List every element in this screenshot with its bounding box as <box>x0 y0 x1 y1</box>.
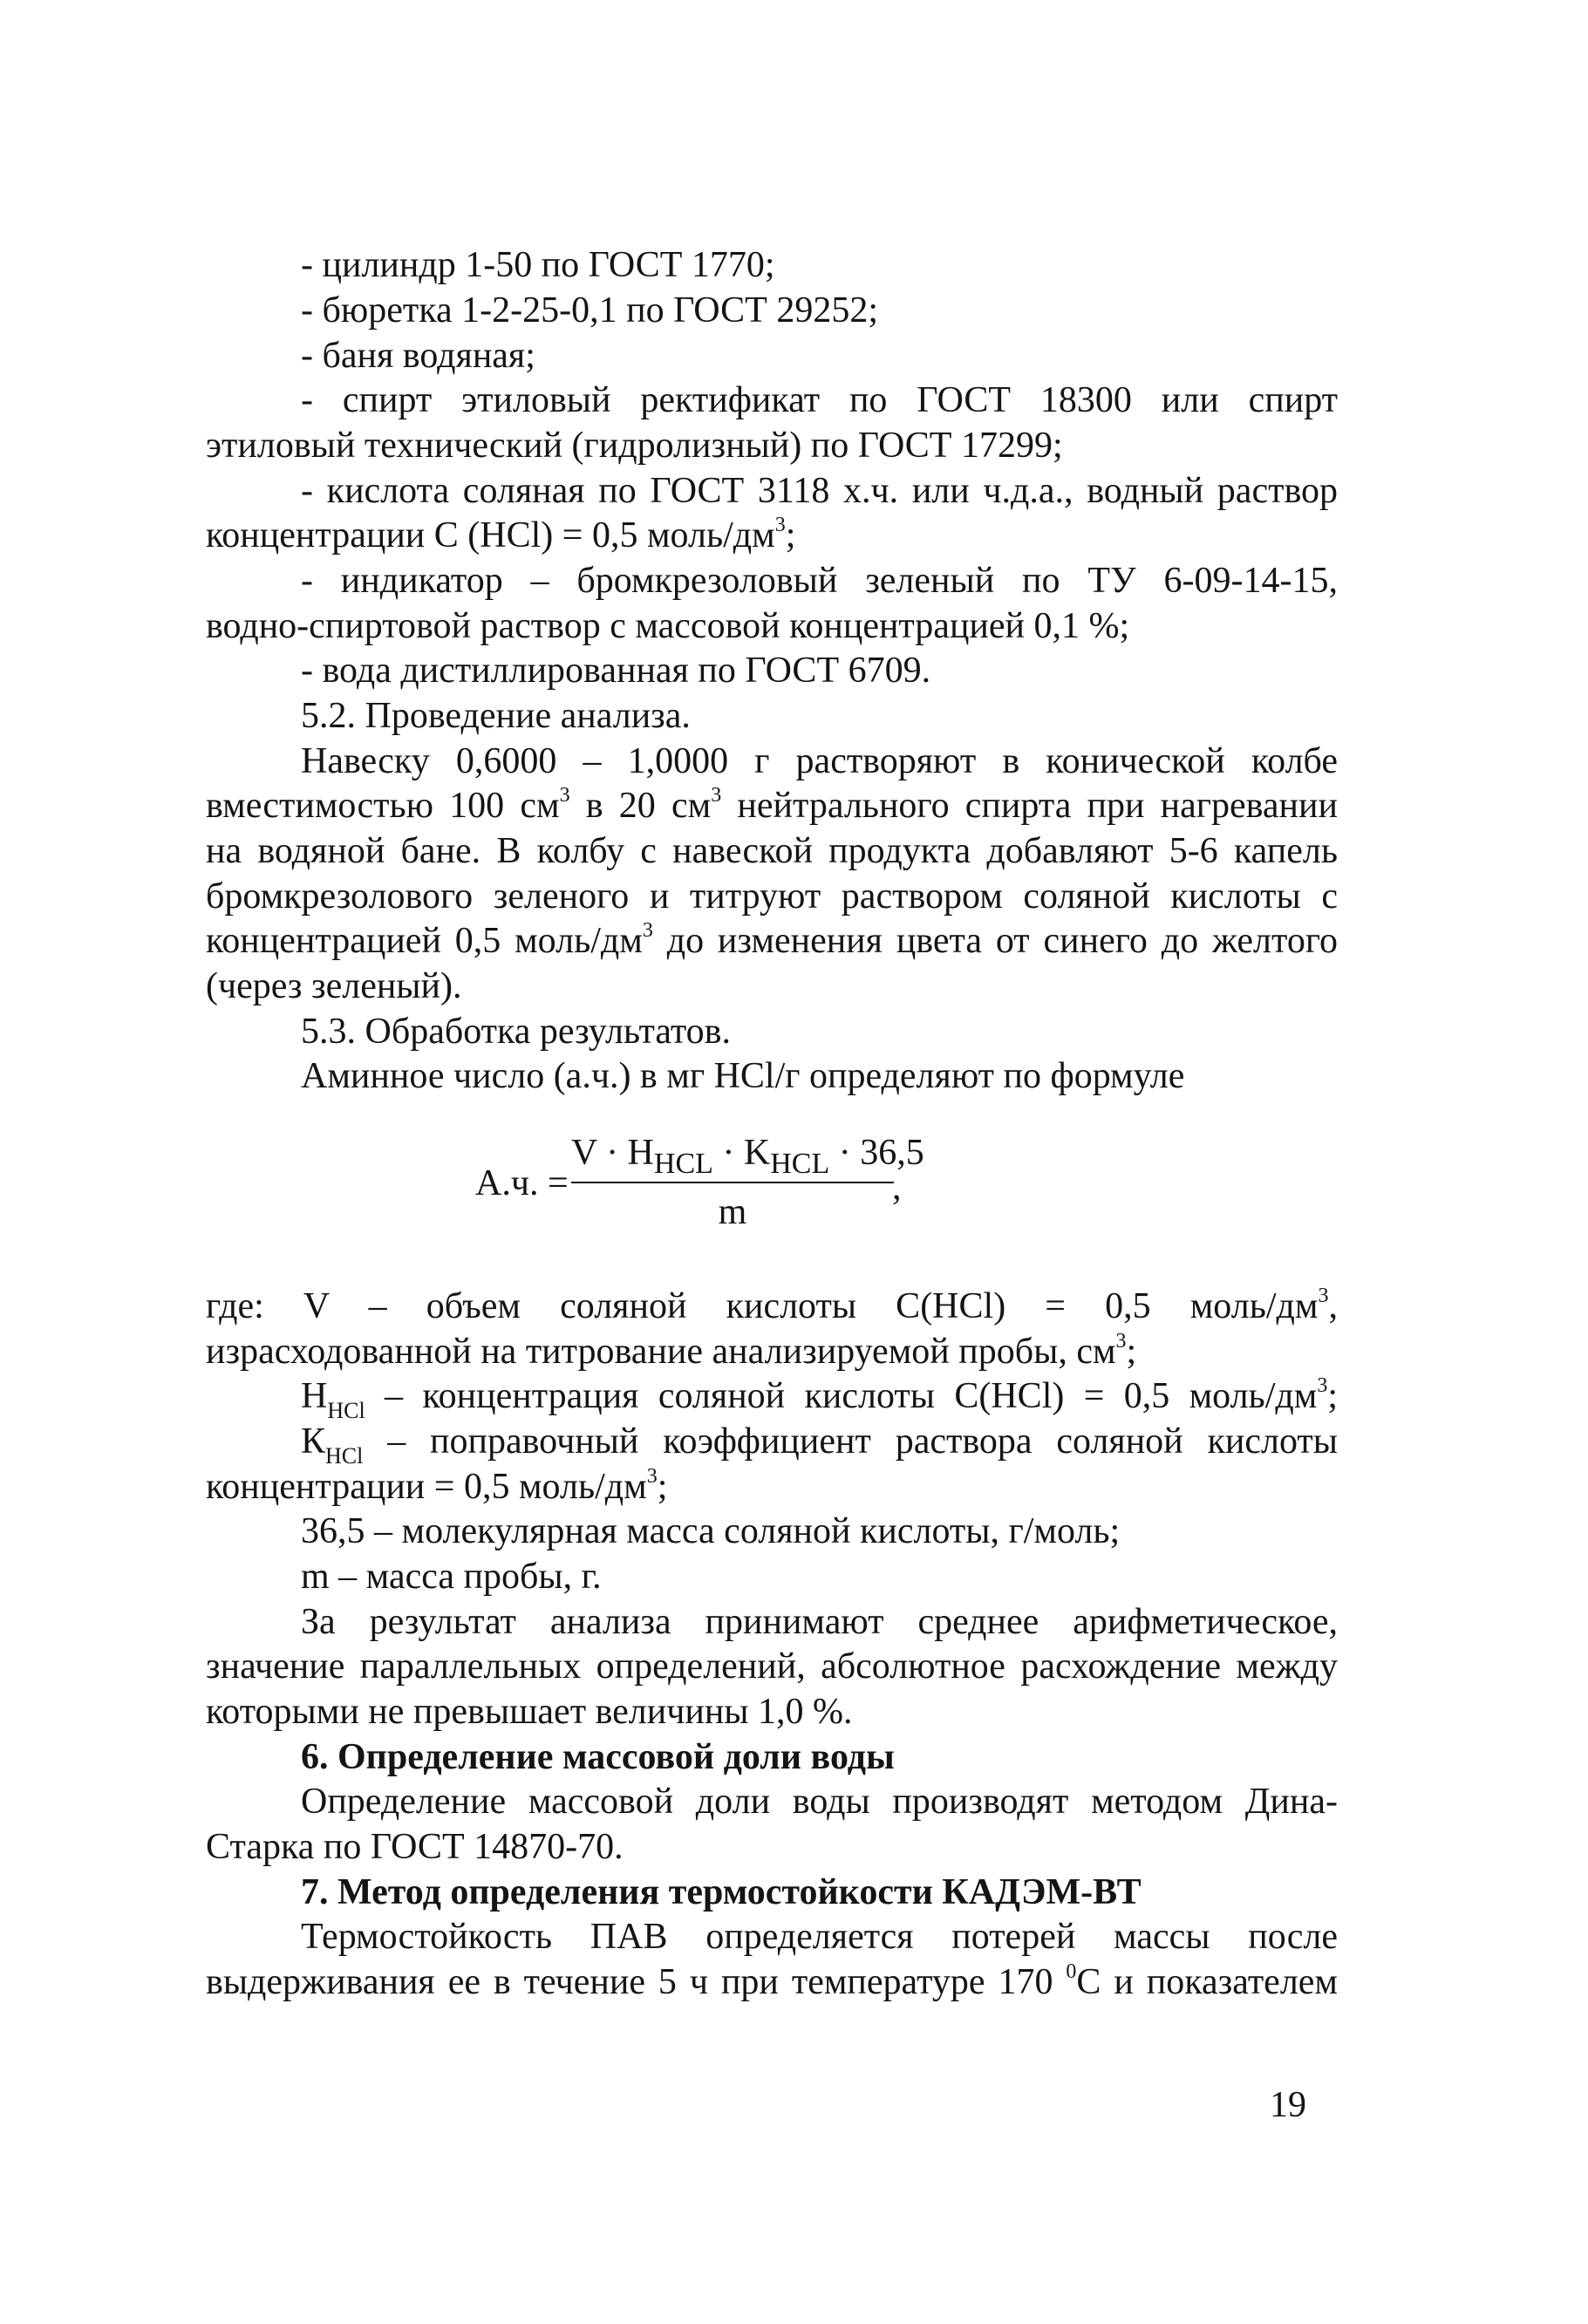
text-line: выдерживания ее в течение 5 ч при температуре 170 $^0$С и показателем <box>206 1960 1339 2002</box>
text-line: За результат анализа принимают среднее арифметическое, <box>301 1602 1338 1642</box>
text-line: концентрации = 0,5 моль/$дм^3$; <box>206 1465 668 1507</box>
text-line: бромкрезолового зеленого и титруют раствором соляной кислоты с <box>206 876 1338 917</box>
text-line: Определение массовой доли воды производят методом Дина- <box>301 1782 1338 1822</box>
formula-comma: , <box>892 1168 902 1208</box>
text-line: (через зеленый). <box>206 966 462 1006</box>
text-line: водно-спиртовой раствор с массовой концентрацией 0,1 %; <box>206 606 1130 646</box>
section-heading: 5.3. Обработка результатов. <box>301 1012 732 1052</box>
text-line: - бюретка 1-2-25-0,1 по ГОСТ 29252; <box>301 290 878 331</box>
text-line: Навеску 0,6000 – 1,0000 г растворяют в конической колбе <box>301 741 1338 781</box>
text-line: 36,5 – молекулярная масса соляной кислоты, г/моль; <box>301 1511 1121 1551</box>
text-line: этиловый технический (гидролизный) по ГОСТ 17299; <box>206 426 1063 466</box>
text-line: которыми не превышает величины 1,0 %. <box>206 1692 853 1732</box>
text-line: - цилиндр 1-50 по ГОСТ 1770; <box>301 245 775 285</box>
text-line: Аминное число (а.ч.) в мг HCl/г определяют по формуле <box>301 1056 1185 1096</box>
text-line: - спирт этиловый ректификат по ГОСТ 18300 или спирт <box>301 380 1338 420</box>
text-line: израсходованной на титрование анализируемой пробы, $см^3$; <box>206 1330 1137 1372</box>
text-line: m – масса пробы, г. <box>301 1557 602 1597</box>
section-heading: 7. Метод определения термостойкости КАДЭМ-ВТ <box>301 1872 1142 1912</box>
formula-numerator: $V \cdot H_{HCL} \cdot K_{HCL} \cdot 36,5$ <box>571 1133 924 1180</box>
amine-number-formula <box>475 1132 929 1245</box>
text-line: $Н_{HCl}$ – концентрация соляной кислоты С(HCl) = 0,5 моль/$дм^3$; <box>301 1374 1338 1423</box>
text-line: $К_{HCl}$ – поправочный коэффициент раствора соляной кислоты <box>301 1421 1338 1469</box>
text-line: - кислота соляная по ГОСТ 3118 х.ч. или ч.д.а., водный раствор <box>301 471 1338 511</box>
text-line: - вода дистиллированная по ГОСТ 6709. <box>301 651 931 691</box>
text-line: - индикатор – бромкрезоловый зеленый по ТУ 6-09-14-15, <box>301 561 1338 601</box>
fraction-bar <box>571 1182 894 1183</box>
section-heading: 5.2. Проведение анализа. <box>301 696 691 736</box>
text-line: значение параллельных определений, абсолютное расхождение между <box>206 1646 1338 1687</box>
text-line: Старка по ГОСТ 14870-70. <box>206 1827 624 1867</box>
text-line: где: V – объем соляной кислоты С(HCl) = 0,5 моль/$дм^3$, <box>206 1285 1338 1326</box>
formula-denominator: m <box>718 1192 747 1232</box>
text-line: - баня водяная; <box>301 336 535 376</box>
formula-lhs: А.ч. = <box>475 1163 569 1203</box>
text-line: Термостойкость ПАВ определяется потерей массы после <box>301 1917 1338 1957</box>
text-line: вместимостью 100 $см^3$ в 20 $см^3$ нейтрального спирта при нагревании <box>206 784 1338 826</box>
text-line: концентрацией 0,5 моль/$дм^3$ до изменения цвета от синего до желтого <box>206 919 1339 961</box>
page-number: 19 <box>1270 2085 1306 2125</box>
section-heading: 6. Определение массовой доли воды <box>301 1737 895 1777</box>
text-line: концентрации С (HCl) = 0,5 моль/$дм^3$; <box>206 514 796 555</box>
text-line: на водяной бане. В колбу с навеской продукта добавляют 5-6 капель <box>206 831 1338 871</box>
